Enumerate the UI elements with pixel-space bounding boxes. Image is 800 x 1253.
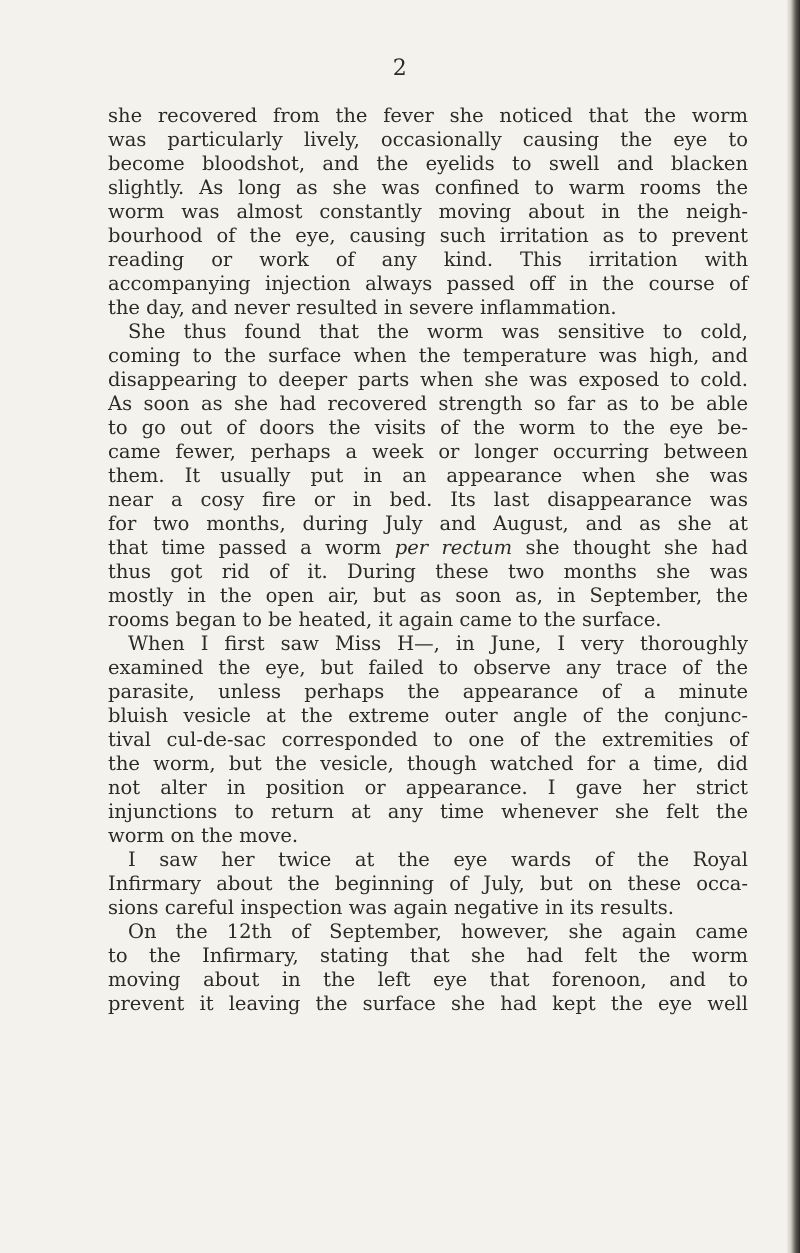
text-line: not alter in position or appearance. I gave her strict [108,776,748,799]
text-line: bluish vesicle at the extreme outer angle of the conjunc- [108,704,748,727]
text-line: reading or work of any kind. This irritation with [108,248,748,271]
text-line: tival cul-de-sac corresponded to one of the extremities of [108,728,748,751]
text-line: bourhood of the eye, causing such irritation as to prevent [108,224,748,247]
text-line: Infirmary about the beginning of July, but on these occa- [108,872,748,895]
italic-phrase: per rectum [394,536,513,559]
body-text [108,104,748,1016]
text-line: worm was almost constantly moving about in the neigh- [108,200,748,223]
text-line: When I first saw Miss H—, in June, I very thoroughly [128,632,748,655]
text-line: parasite, unless perhaps the appearance of a minute [108,680,748,703]
text-line: examined the eye, but failed to observe any trace of the [108,656,748,679]
text-line: As soon as she had recovered strength so far as to be able [108,392,748,415]
page-edge-shadow [786,0,800,1253]
text-line: rooms began to be heated, it again came to the surface. [108,608,662,631]
text-line: coming to the surface when the temperature was high, and [108,344,748,367]
text-line [108,536,748,560]
text-line: slightly. As long as she was confined to warm rooms the [108,176,748,199]
text-line: disappearing to deeper parts when she was exposed to cold. [108,368,748,391]
text-line: the day, and never resulted in severe inflammation. [108,296,617,319]
text-line: moving about in the left eye that forenoon, and to [108,968,748,991]
text-line: worm on the move. [108,824,299,847]
text-line: injunctions to return at any time whenever she felt the [108,800,748,823]
text-line: was particularly lively, occasionally causing the eye to [108,128,748,151]
text-line: become bloodshot, and the eyelids to swell and blacken [108,152,748,175]
text-line: I saw her twice at the eye wards of the Royal [128,848,748,871]
text-line: to the Infirmary, stating that she had felt the worm [108,944,748,967]
text-line: accompanying injection always passed off in the course of [108,272,748,295]
text-line: She thus found that the worm was sensitive to cold, [128,320,748,343]
text-line: thus got rid of it. During these two months she was [108,560,748,583]
text-line: came fewer, perhaps a week or longer occurring between [108,440,748,463]
text-line: for two months, during July and August, and as she at [108,512,748,535]
text-segment: she thought she had [512,536,748,559]
text-line: mostly in the open air, but as soon as, in September, the [108,584,748,607]
text-segment: that time passed a worm [108,536,395,559]
text-line: near a cosy fire or in bed. Its last disappearance was [108,488,748,511]
text-line: sions careful inspection was again negative in its results. [108,896,674,919]
text-line: the worm, but the vesicle, though watched for a time, did [108,752,748,775]
text-line: On the 12th of September, however, she again came [128,920,748,943]
text-line: prevent it leaving the surface she had kept the eye well [108,992,748,1015]
text-line: she recovered from the fever she noticed that the worm [108,104,748,127]
page-number: 2 [392,56,408,81]
text-line: them. It usually put in an appearance when she was [108,464,748,487]
text-line: to go out of doors the visits of the worm to the eye be- [108,416,748,439]
